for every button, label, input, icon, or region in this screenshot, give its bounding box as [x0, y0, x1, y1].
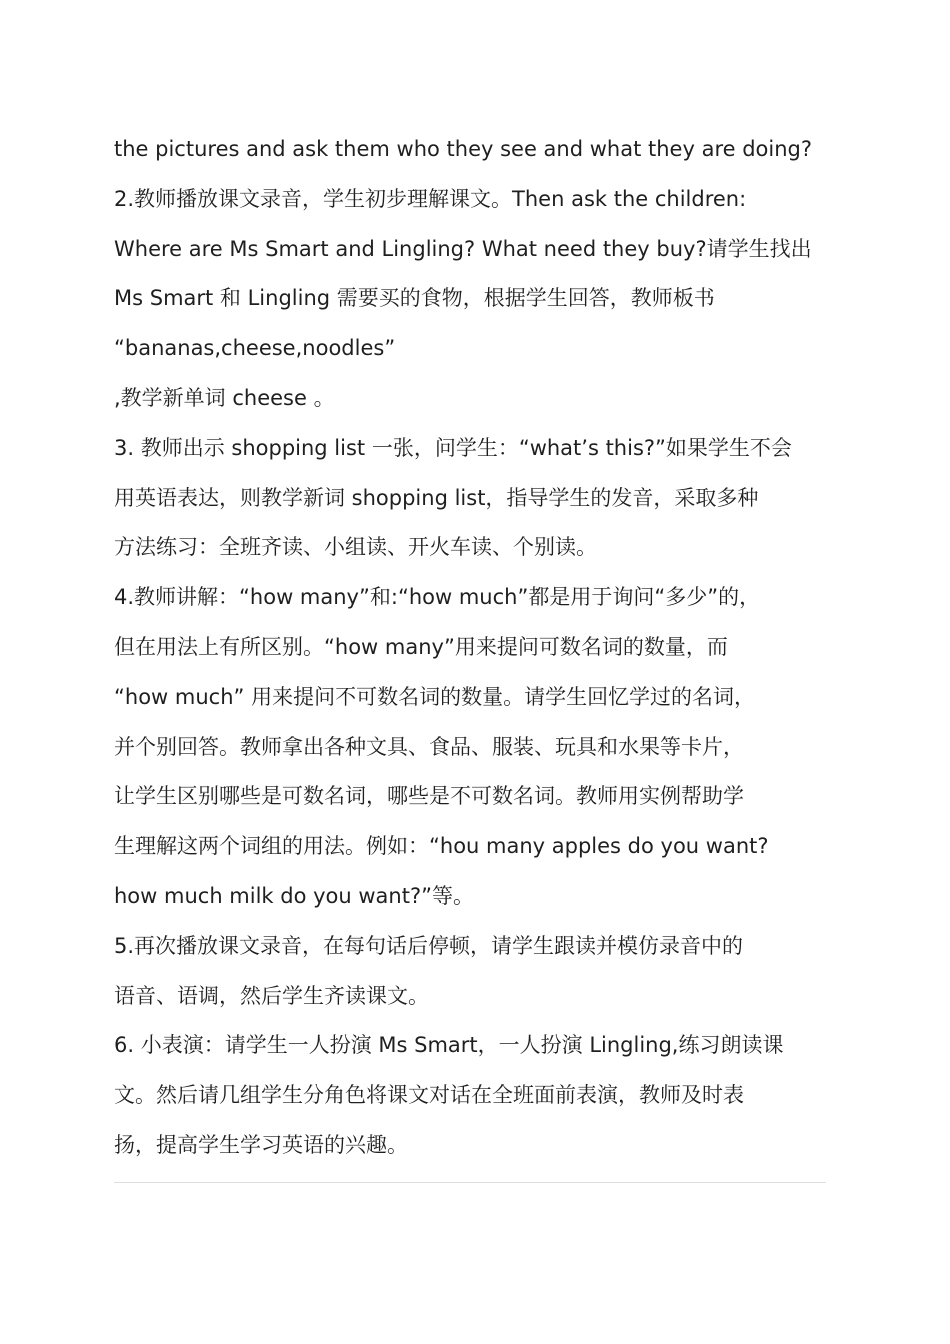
text-line: 6. 小表演：请学生一人扮演 Ms Smart，一人扮演 Lingling,练习朗读课 — [114, 1033, 784, 1058]
text-line: 2.教师播放课文录音，学生初步理解课文。Then ask the children: — [114, 186, 747, 211]
text-line: Ms Smart 和 Lingling 需要买的食物，根据学生回答，教师板书 — [114, 286, 715, 311]
text-line: “bananas,cheese,noodles” — [114, 336, 396, 361]
text-line: 让学生区别哪些是可数名词，哪些是不可数名词。教师用实例帮助学 — [114, 784, 744, 809]
text-line: the pictures and ask them who they see and what they are doing? — [114, 137, 813, 161]
text-line: 并个别回答。教师拿出各种文具、食品、服装、玩具和水果等卡片， — [114, 734, 744, 759]
text-line: 方法练习：全班齐读、小组读、开火车读、个别读。 — [114, 535, 597, 560]
text-line: 语音、语调，然后学生齐读课文。 — [114, 983, 429, 1008]
text-line: Where are Ms Smart and Lingling? What need they buy?请学生找出 — [114, 236, 812, 261]
text-line: 5.再次播放课文录音，在每句话后停顿，请学生跟读并模仿录音中的 — [114, 933, 744, 958]
text-line: “how much” 用来提问不可数名词的数量。请学生回忆学过的名词， — [114, 684, 756, 709]
text-line: ,教学新单词 cheese 。 — [114, 385, 335, 410]
document-body — [114, 125, 826, 1171]
text-line: 3. 教师出示 shopping list 一张，问学生：“what’s this?”如果学生不会 — [114, 435, 792, 460]
section-divider — [114, 1182, 826, 1183]
text-line: 生理解这两个词组的用法。例如：“hou many apples do you want? — [114, 834, 769, 859]
text-line: 但在用法上有所区别。“how many”用来提问可数名词的数量，而 — [114, 634, 728, 659]
text-line: 扬，提高学生学习英语的兴趣。 — [114, 1132, 408, 1157]
text-line: 4.教师讲解：“how many”和:“how much”都是用于询问“多少”的， — [114, 585, 761, 610]
text-line: 文。然后请几组学生分角色将课文对话在全班面前表演，教师及时表 — [114, 1083, 744, 1108]
text-line: 用英语表达，则教学新词 shopping list，指导学生的发音，采取多种 — [114, 485, 759, 510]
text-line: how much milk do you want?”等。 — [114, 883, 474, 908]
